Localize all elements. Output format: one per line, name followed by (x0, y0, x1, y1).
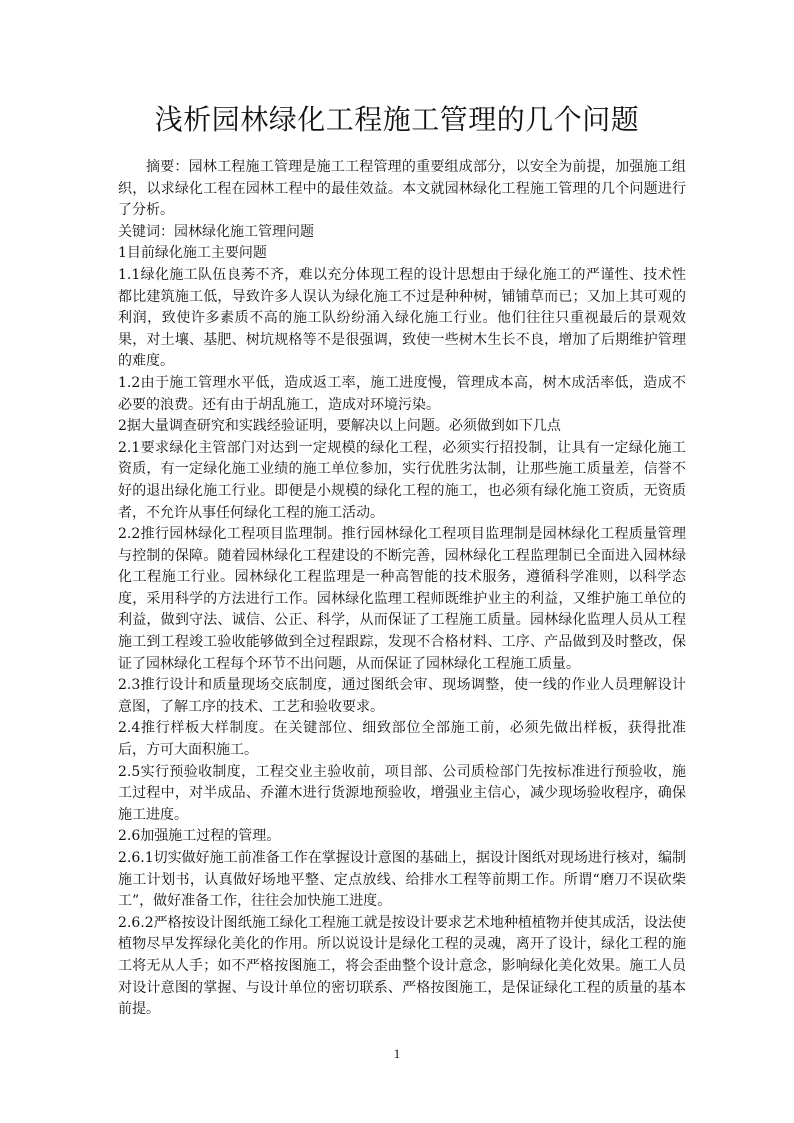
page-number: 1 (393, 1046, 401, 1061)
section-heading-1: 1目前绿化施工主要问题 (118, 245, 267, 262)
paragraph-1-2: 1.2由于施工管理水平低，造成返工率，施工进度慢，管理成本高，树木成活率低，造成不必要的浪费。还有由于胡乱施工，造成对环境污染。 (118, 374, 686, 413)
paragraph-2-2: 2.2推行园林绿化工程项目监理制。推行园林绿化工程项目监理制是园林绿化工程质量管理与控制的保障。随着园林绿化工程建设的不断完善，园林绿化工程监理制已全面进入园林绿化工程施工行业。园林绿化工程监理是一种高智能的技术服务，遵循科学准则，以科学态度，采用科学的方法进行工作。园林绿化监理工程师既维护业主的利益，又维护施工单位的利益，做到守法、诚信、公正、科学，从而保证了工程施工质量。园林绿化监理人员从工程施工到工程竣工验收能够做到全过程跟踪，发现不合格材料、工序、产品做到及时整改，保证了园林绿化工程每个环节不出问题，从而保证了园林绿化工程施工质量。 (118, 526, 686, 672)
paragraph-2-6: 2.6加强施工过程的管理。 (118, 828, 281, 845)
document-title: 浅析园林绿化工程施工管理的几个问题 (154, 103, 640, 136)
paragraph-2-6-2: 2.6.2严格按设计图纸施工绿化工程施工就是按设计要求艺术地种植植物并使其成活，设法使植物尽早发挥绿化美化的作用。所以说设计是绿化工程的灵魂，离开了设计，绿化工程的施工将无从人手；如不严格按图施工，将会歪曲整个设计意念，影响绿化美化效果。施工人员对设计意图的掌握、与设计单位的密切联系、严格按图施工，是保证绿化工程的质量的基本前提。 (118, 914, 686, 1018)
paragraph-2-3: 2.3推行设计和质量现场交底制度，通过图纸会审、现场调整，使一线的作业人员理解设计意图，了解工序的技术、工艺和验收要求。 (118, 677, 686, 715)
paragraph-2-6-1: 2.6.1切实做好施工前准备工作在掌握设计意图的基础上，据设计图纸对现场进行核对，编制施工计划书，认真做好场地平整、定点放线、给排水工程等前期工作。所谓“磨刀不误砍柴工”，做好准备工作，往往会加快施工进度。 (118, 850, 686, 910)
abstract-paragraph: 摘要：园林工程施工管理是施工工程管理的重要组成部分，以安全为前提，加强施工组织，以求绿化工程在园林工程中的最佳效益。本文就园林绿化工程施工管理的几个问题进行了分析。 (118, 159, 686, 219)
section-heading-2: 2据大量调查研究和实践经验证明，要解决以上问题。必须做到如下几点 (118, 418, 561, 435)
document-body (118, 157, 686, 1021)
paragraph-2-5: 2.5实行预验收制度，工程交业主验收前，项目部、公司质检部门先按标准进行预验收，施工过程中，对半成品、乔灌木进行货源地预验收，增强业主信心，减少现场验收程序，确保施工进度。 (118, 763, 686, 823)
paragraph-1-1: 1.1绿化施工队伍良莠不齐，难以充分体现工程的设计思想由于绿化施工的严谨性、技术性都比建筑施工低，导致许多人误认为绿化施工不过是种种树，铺铺草而已；又加上其可观的利润，致使许多素质不高的施工队纷纷涌入绿化施工行业。他们往往只重视最后的景观效果，对土壤、基肥、树坑规格等不是很强调，致使一些树木生长不良，增加了后期维护管理的难度。 (118, 266, 686, 370)
keywords-line: 关键词：园林绿化施工管理问题 (118, 223, 314, 240)
paragraph-2-1: 2.1要求绿化主管部门对达到一定规模的绿化工程，必须实行招投制，让具有一定绿化施工资质，有一定绿化施工业绩的施工单位参加，实行优胜劣汰制，让那些施工质量差，信誉不好的退出绿化施工行业。即便是小规模的绿化工程的施工，也必须有绿化施工资质，无资质者，不允许从事任何绿化工程的施工活动。 (118, 439, 686, 521)
paragraph-2-4: 2.4推行样板大样制度。在关键部位、细致部位全部施工前，必须先做出样板，获得批准后，方可大面积施工。 (118, 720, 686, 759)
